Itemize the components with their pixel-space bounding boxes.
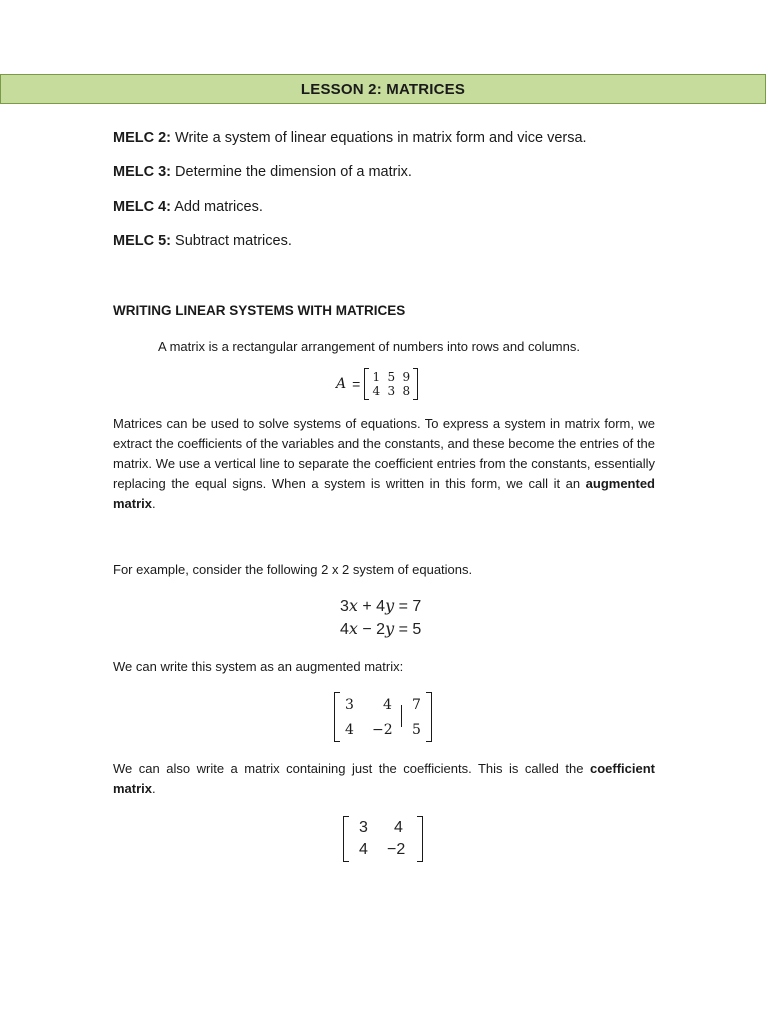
- system-of-equations: [340, 595, 460, 641]
- augmented-matrix: [334, 692, 432, 742]
- melc-item: [113, 199, 263, 215]
- melc-item: [113, 233, 292, 249]
- eq-variable: y: [385, 619, 395, 638]
- matrix-cell: 3: [359, 819, 368, 836]
- eq-variable: x: [348, 596, 358, 615]
- melc-text: Add matrices.: [171, 199, 263, 215]
- matrix-cell: 4: [372, 384, 381, 398]
- eq-variable: x: [348, 619, 358, 638]
- coefficient-matrix: [343, 816, 423, 862]
- equals-sign: =: [352, 376, 361, 392]
- eq-variable: y: [385, 596, 395, 615]
- paragraph-text: Matrices can be used to solve systems of equations. To express a system in matrix form, we extract the coefficients of the variables and the constants, and these become the entries of the matrix. We use a vertical line to separate the coefficient entries from the constants, essentially replacing the equal signs. When a system is written in this form, we call it an: [113, 416, 655, 491]
- right-bracket: [426, 692, 432, 742]
- paragraph-end: .: [152, 781, 156, 796]
- left-bracket: [364, 368, 369, 400]
- eq-coefficient: 3: [340, 598, 349, 615]
- example-intro: For example, consider the following 2 x 2 system of equations.: [113, 562, 473, 577]
- matrix-cell: 5: [412, 722, 421, 738]
- matrix-cell: 3: [345, 697, 354, 713]
- melc-text: Subtract matrices.: [171, 233, 292, 249]
- melc-label: MELC 2:: [113, 130, 171, 146]
- eq-term: + 4: [357, 598, 386, 615]
- eq-coefficient: 4: [340, 621, 349, 638]
- matrix-cell: 3: [387, 384, 396, 398]
- augment-separator-line: [401, 705, 402, 727]
- melc-text: Determine the dimension of a matrix.: [171, 164, 412, 180]
- eq-rhs: = 7: [394, 598, 422, 615]
- matrix-cell: 4: [383, 697, 392, 713]
- matrix-cell: 5: [387, 370, 396, 384]
- melc-item: [113, 130, 587, 146]
- matrix-cell: 9: [402, 370, 411, 384]
- matrix-definition: A matrix is a rectangular arrangement of numbers into rows and columns.: [158, 339, 580, 354]
- term-coefficient-matrix: coefficient matrix: [113, 761, 655, 796]
- matrix-cell: 8: [402, 384, 411, 398]
- matrix-cell: 4: [394, 819, 403, 836]
- eq-term: − 2: [357, 621, 386, 638]
- melc-label: MELC 5:: [113, 233, 171, 249]
- left-bracket: [334, 692, 340, 742]
- lesson-title-banner: [0, 74, 766, 104]
- melc-label: MELC 3:: [113, 164, 171, 180]
- matrix-a-display: [336, 367, 418, 401]
- right-bracket: [417, 816, 423, 862]
- right-bracket: [413, 368, 418, 400]
- matrix-a-grid: [364, 368, 418, 400]
- matrix-cell: −2: [372, 722, 393, 738]
- matrix-a-label: A: [336, 376, 347, 392]
- melc-text: Write a system of linear equations in matrix form and vice versa.: [171, 130, 587, 146]
- melc-label: MELC 4:: [113, 199, 171, 215]
- matrix-cell: 1: [372, 370, 381, 384]
- paragraph-text: We can also write a matrix containing just the coefficients. This is called the: [113, 761, 590, 776]
- section-heading: WRITING LINEAR SYSTEMS WITH MATRICES: [113, 303, 406, 318]
- eq-rhs: = 5: [394, 621, 422, 638]
- augmented-intro: We can write this system as an augmented matrix:: [113, 659, 404, 674]
- paragraph-coefficient-explanation: [113, 759, 655, 799]
- matrix-cell: 7: [412, 697, 421, 713]
- lesson-title: LESSON 2: MATRICES: [300, 80, 466, 98]
- equation-1: [340, 595, 460, 618]
- paragraph-end: .: [152, 496, 156, 511]
- paragraph-matrices-explanation: [113, 414, 655, 514]
- matrix-cell: −2: [387, 841, 406, 858]
- matrix-cell: 4: [345, 722, 354, 738]
- matrix-cell: 4: [359, 841, 368, 858]
- equation-2: [340, 618, 460, 641]
- term-augmented-matrix: augmented matrix: [113, 476, 655, 511]
- left-bracket: [343, 816, 349, 862]
- melc-item: [113, 164, 412, 180]
